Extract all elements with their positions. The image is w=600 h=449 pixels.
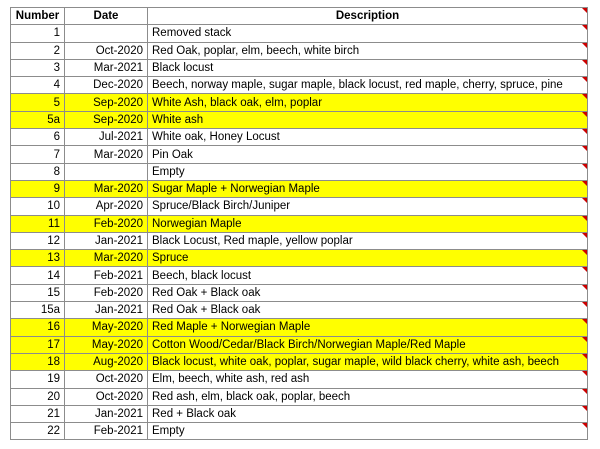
- date-cell[interactable]: Feb-2021: [65, 267, 148, 284]
- description-cell[interactable]: White oak, Honey Locust: [148, 129, 588, 146]
- date-cell[interactable]: Oct-2020: [65, 42, 148, 59]
- number-cell[interactable]: 18: [11, 353, 65, 370]
- description-cell[interactable]: Sugar Maple + Norwegian Maple: [148, 180, 588, 197]
- description-cell[interactable]: Red ash, elm, black oak, poplar, beech: [148, 388, 588, 405]
- number-cell[interactable]: 16: [11, 319, 65, 336]
- number-cell[interactable]: 13: [11, 250, 65, 267]
- table-row: [11, 284, 588, 301]
- number-cell[interactable]: 8: [11, 163, 65, 180]
- number-cell[interactable]: 4: [11, 77, 65, 94]
- description-cell[interactable]: Red Oak, poplar, elm, beech, white birch: [148, 42, 588, 59]
- table-row: [11, 232, 588, 249]
- description-cell[interactable]: Empty: [148, 423, 588, 440]
- number-cell[interactable]: 7: [11, 146, 65, 163]
- table-row: [11, 353, 588, 370]
- description-cell[interactable]: Pin Oak: [148, 146, 588, 163]
- number-cell[interactable]: 5: [11, 94, 65, 111]
- description-cell[interactable]: Beech, black locust: [148, 267, 588, 284]
- table-row: [11, 388, 588, 405]
- number-cell[interactable]: 9: [11, 180, 65, 197]
- number-cell[interactable]: 6: [11, 129, 65, 146]
- table-row: [11, 42, 588, 59]
- description-cell[interactable]: Black locust, white oak, poplar, sugar maple, wild black cherry, white ash, beech: [148, 353, 588, 370]
- date-cell[interactable]: Feb-2020: [65, 284, 148, 301]
- date-cell[interactable]: Jan-2021: [65, 405, 148, 422]
- date-cell[interactable]: Sep-2020: [65, 111, 148, 128]
- table-row: [11, 198, 588, 215]
- description-cell[interactable]: Removed stack: [148, 25, 588, 42]
- table-row: [11, 319, 588, 336]
- date-cell[interactable]: Mar-2020: [65, 250, 148, 267]
- table-row: [11, 180, 588, 197]
- table-row: [11, 25, 588, 42]
- number-cell[interactable]: 10: [11, 198, 65, 215]
- table-row: [11, 371, 588, 388]
- date-cell[interactable]: Sep-2020: [65, 94, 148, 111]
- number-cell[interactable]: 14: [11, 267, 65, 284]
- table-row: [11, 215, 588, 232]
- description-cell[interactable]: Spruce: [148, 250, 588, 267]
- date-cell[interactable]: Dec-2020: [65, 77, 148, 94]
- date-cell[interactable]: Feb-2021: [65, 423, 148, 440]
- date-cell[interactable]: Aug-2020: [65, 353, 148, 370]
- number-cell[interactable]: 2: [11, 42, 65, 59]
- number-cell[interactable]: 15: [11, 284, 65, 301]
- table-row: [11, 250, 588, 267]
- header-description[interactable]: Description: [148, 8, 588, 25]
- date-cell[interactable]: Jan-2021: [65, 302, 148, 319]
- description-cell[interactable]: Spruce/Black Birch/Juniper: [148, 198, 588, 215]
- table-row: [11, 77, 588, 94]
- table-row: [11, 423, 588, 440]
- table-row: [11, 146, 588, 163]
- number-cell[interactable]: 20: [11, 388, 65, 405]
- description-cell[interactable]: Cotton Wood/Cedar/Black Birch/Norwegian Maple/Red Maple: [148, 336, 588, 353]
- date-cell[interactable]: [65, 163, 148, 180]
- number-cell[interactable]: 21: [11, 405, 65, 422]
- date-cell[interactable]: Apr-2020: [65, 198, 148, 215]
- date-cell[interactable]: Mar-2020: [65, 180, 148, 197]
- date-cell[interactable]: May-2020: [65, 319, 148, 336]
- table-row: [11, 336, 588, 353]
- description-cell[interactable]: Black locust: [148, 59, 588, 76]
- spreadsheet-table: [10, 7, 588, 440]
- description-cell[interactable]: Red + Black oak: [148, 405, 588, 422]
- table-row: [11, 94, 588, 111]
- date-cell[interactable]: Oct-2020: [65, 371, 148, 388]
- number-cell[interactable]: 1: [11, 25, 65, 42]
- date-cell[interactable]: [65, 25, 148, 42]
- date-cell[interactable]: Jan-2021: [65, 232, 148, 249]
- header-number[interactable]: Number: [11, 8, 65, 25]
- table-row: [11, 129, 588, 146]
- header-row: [11, 8, 588, 25]
- date-cell[interactable]: May-2020: [65, 336, 148, 353]
- description-cell[interactable]: Empty: [148, 163, 588, 180]
- table-row: [11, 163, 588, 180]
- table-row: [11, 111, 588, 128]
- date-cell[interactable]: Oct-2020: [65, 388, 148, 405]
- header-date[interactable]: Date: [65, 8, 148, 25]
- description-cell[interactable]: Red Oak + Black oak: [148, 284, 588, 301]
- date-cell[interactable]: Jul-2021: [65, 129, 148, 146]
- table-row: [11, 302, 588, 319]
- number-cell[interactable]: 19: [11, 371, 65, 388]
- description-cell[interactable]: White Ash, black oak, elm, poplar: [148, 94, 588, 111]
- description-cell[interactable]: White ash: [148, 111, 588, 128]
- date-cell[interactable]: Mar-2021: [65, 59, 148, 76]
- date-cell[interactable]: Mar-2020: [65, 146, 148, 163]
- description-cell[interactable]: Elm, beech, white ash, red ash: [148, 371, 588, 388]
- date-cell[interactable]: Feb-2020: [65, 215, 148, 232]
- table-row: [11, 267, 588, 284]
- table-row: [11, 405, 588, 422]
- number-cell[interactable]: 12: [11, 232, 65, 249]
- number-cell[interactable]: 11: [11, 215, 65, 232]
- number-cell[interactable]: 22: [11, 423, 65, 440]
- description-cell[interactable]: Beech, norway maple, sugar maple, black locust, red maple, cherry, spruce, pine: [148, 77, 588, 94]
- description-cell[interactable]: Norwegian Maple: [148, 215, 588, 232]
- description-cell[interactable]: Red Maple + Norwegian Maple: [148, 319, 588, 336]
- number-cell[interactable]: 17: [11, 336, 65, 353]
- number-cell[interactable]: 5a: [11, 111, 65, 128]
- description-cell[interactable]: Red Oak + Black oak: [148, 302, 588, 319]
- number-cell[interactable]: 15a: [11, 302, 65, 319]
- description-cell[interactable]: Black Locust, Red maple, yellow poplar: [148, 232, 588, 249]
- table-row: [11, 59, 588, 76]
- number-cell[interactable]: 3: [11, 59, 65, 76]
